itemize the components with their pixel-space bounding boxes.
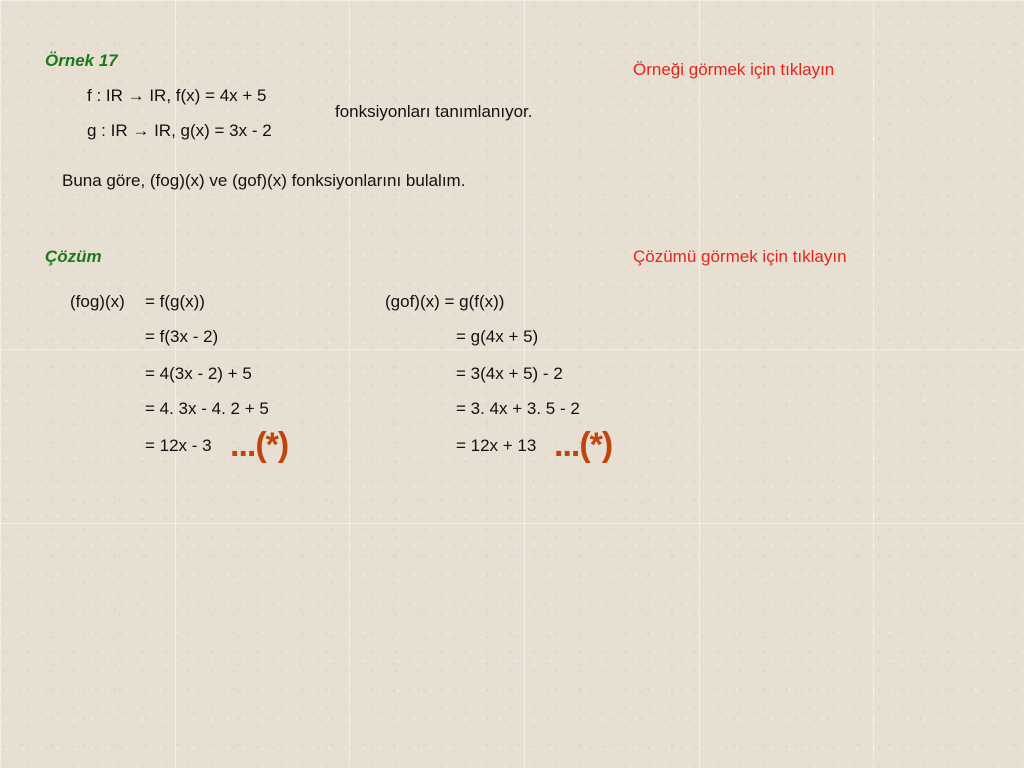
fog-result: = 12x - 3 (145, 436, 212, 455)
solution-heading: Çözüm (45, 247, 102, 266)
show-example-link[interactable]: Örneği görmek için tıklayın (633, 60, 835, 79)
defined-text: fonksiyonları tanımlanıyor. (335, 102, 533, 121)
fog-step: = f(g(x)) (145, 292, 205, 311)
gof-step: = 3(4x + 5) - 2 (456, 364, 563, 383)
fog-step: = 4. 3x - 4. 2 + 5 (145, 399, 269, 418)
gof-step: = 3. 4x + 3. 5 - 2 (456, 399, 580, 418)
f-definition: f : IR → IR, f(x) = 4x + 5 (87, 86, 267, 105)
fog-step: = 4(3x - 2) + 5 (145, 364, 252, 383)
gof-label: (gof)(x) = g(f(x)) (385, 292, 505, 311)
gof-result: = 12x + 13 (456, 436, 537, 455)
example-heading: Örnek 17 (45, 51, 118, 70)
g-definition: g : IR → IR, g(x) = 3x - 2 (87, 121, 272, 140)
fog-label: (fog)(x) (70, 292, 125, 311)
fog-step: = f(3x - 2) (145, 327, 219, 346)
gof-marker: ...(*) (554, 426, 613, 464)
gof-step: = g(4x + 5) (456, 327, 539, 346)
fog-marker: ...(*) (230, 426, 289, 464)
show-solution-link[interactable]: Çözümü görmek için tıklayın (633, 247, 847, 266)
question-text: Buna göre, (fog)(x) ve (gof)(x) fonksiyonlarını bulalım. (62, 171, 466, 190)
